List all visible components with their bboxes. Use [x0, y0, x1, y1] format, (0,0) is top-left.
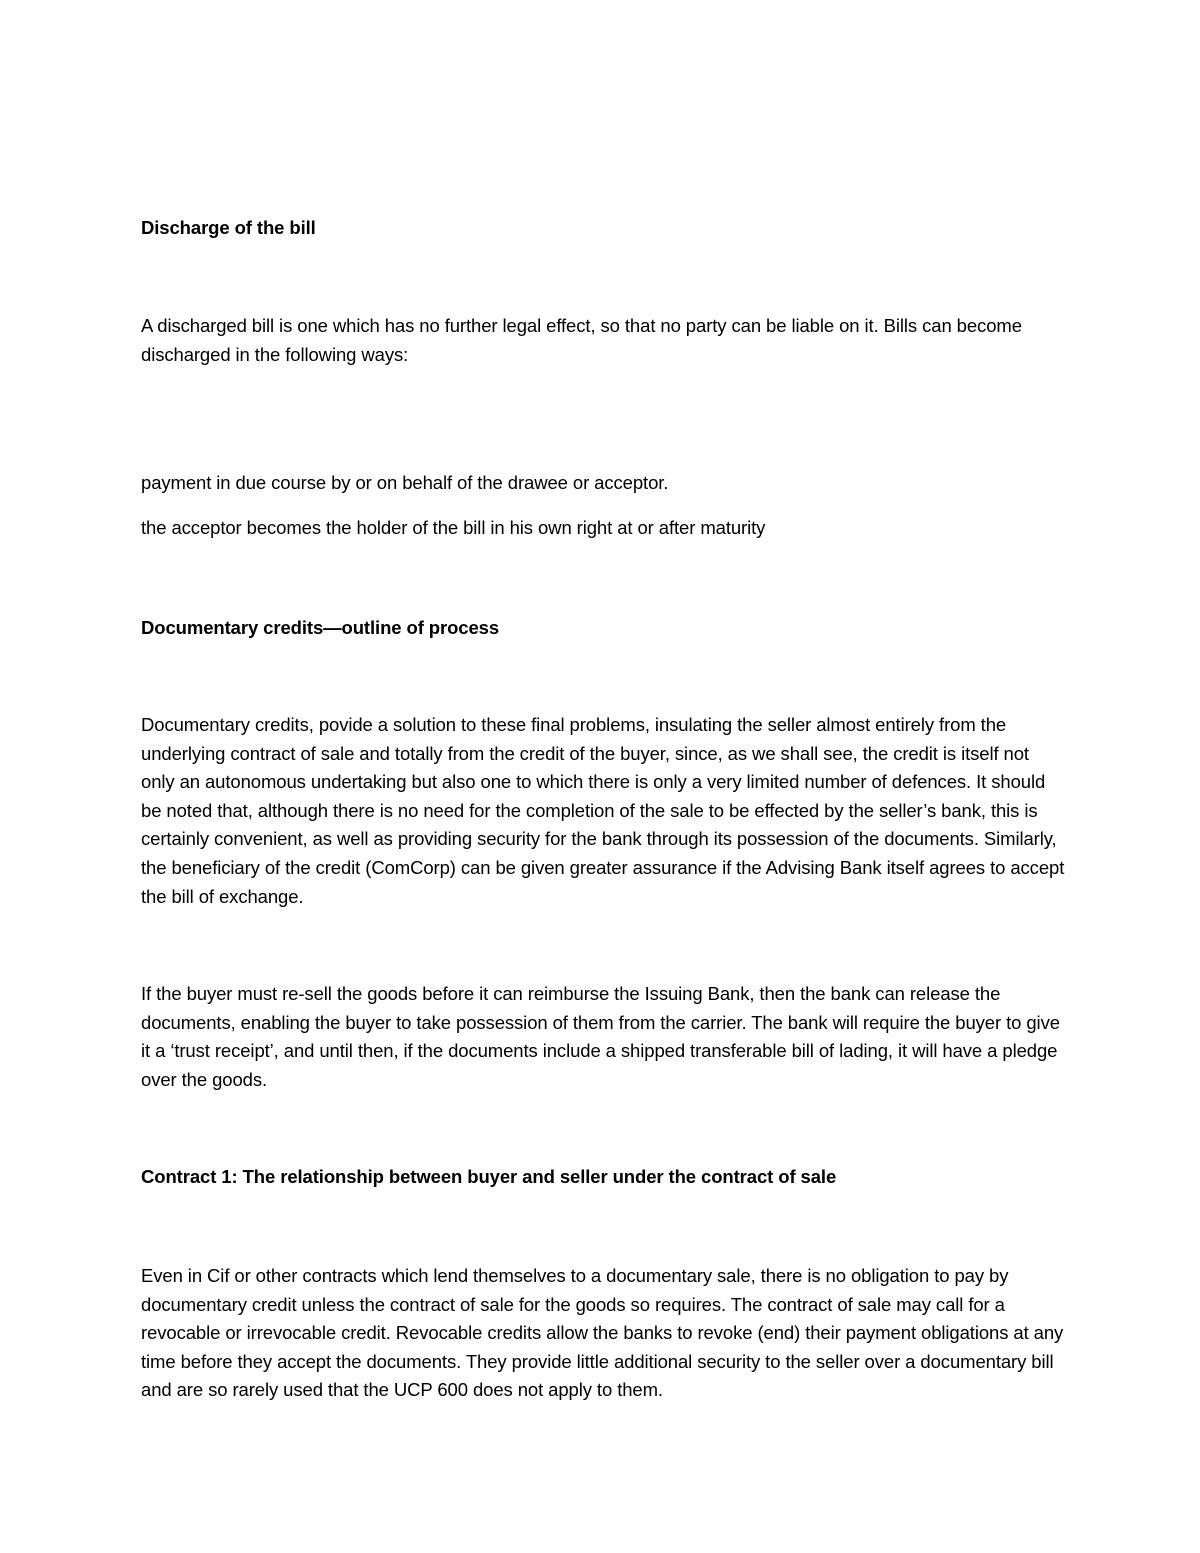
list-item-acceptor-becomes-holder: the acceptor becomes the holder of the bill in his own right at or after maturity — [141, 517, 766, 538]
paragraph-cif-contracts: Even in Cif or other contracts which lend themselves to a documentary sale, there is no obligation to pay by documentary credit unless the contract of sale for the goods so requires. The contract of sale may call for a revocable or irrevocable credit. Revocable credits allow the banks to revoke (end) their payment obligations at any time before they accept the documents. They provide little additional security to the seller over a documentary bill and are so rarely used that the UCP 600 does not apply to them. — [141, 1265, 1064, 1401]
section-heading-discharge-of-the-bill: Discharge of the bill — [141, 217, 316, 238]
section-heading-contract-1: Contract 1: The relationship between buyer and seller under the contract of sale — [141, 1166, 837, 1187]
paragraph-documentary-credits-solution: Documentary credits, povide a solution to these final problems, insulating the seller almost entirely from the underlying contract of sale and totally from the credit of the buyer, since, as we shall see, the credit is itself not only an autonomous undertaking but also one to which there is only a very limited number of defences. It should be noted that, although there is no need for the completion of the sale to be effected by the seller’s bank, this is certainly convenient, as well as providing security for the bank through its possession of the documents. Similarly, the beneficiary of the credit (ComCorp) can be given greater assurance if the Advising Bank itself agrees to accept the bill of exchange. — [141, 714, 1065, 907]
paragraph-buyer-resell-goods: If the buyer must re-sell the goods before it can reimburse the Issuing Bank, then the bank can release the documents, enabling the buyer to take possession of them from the carrier. The bank will require the buyer to give it a ‘trust receipt’, and until then, if the documents include a shipped transferable bill of lading, it will have a pledge over the goods. — [141, 983, 1060, 1090]
section-heading-documentary-credits: Documentary credits—outline of process — [141, 617, 500, 638]
list-item-payment-in-due-course: payment in due course by or on behalf of the drawee or acceptor. — [141, 472, 669, 493]
paragraph-discharged-bill-definition: A discharged bill is one which has no further legal effect, so that no party can be liable on it. Bills can become discharged in the following ways: — [141, 315, 1022, 365]
